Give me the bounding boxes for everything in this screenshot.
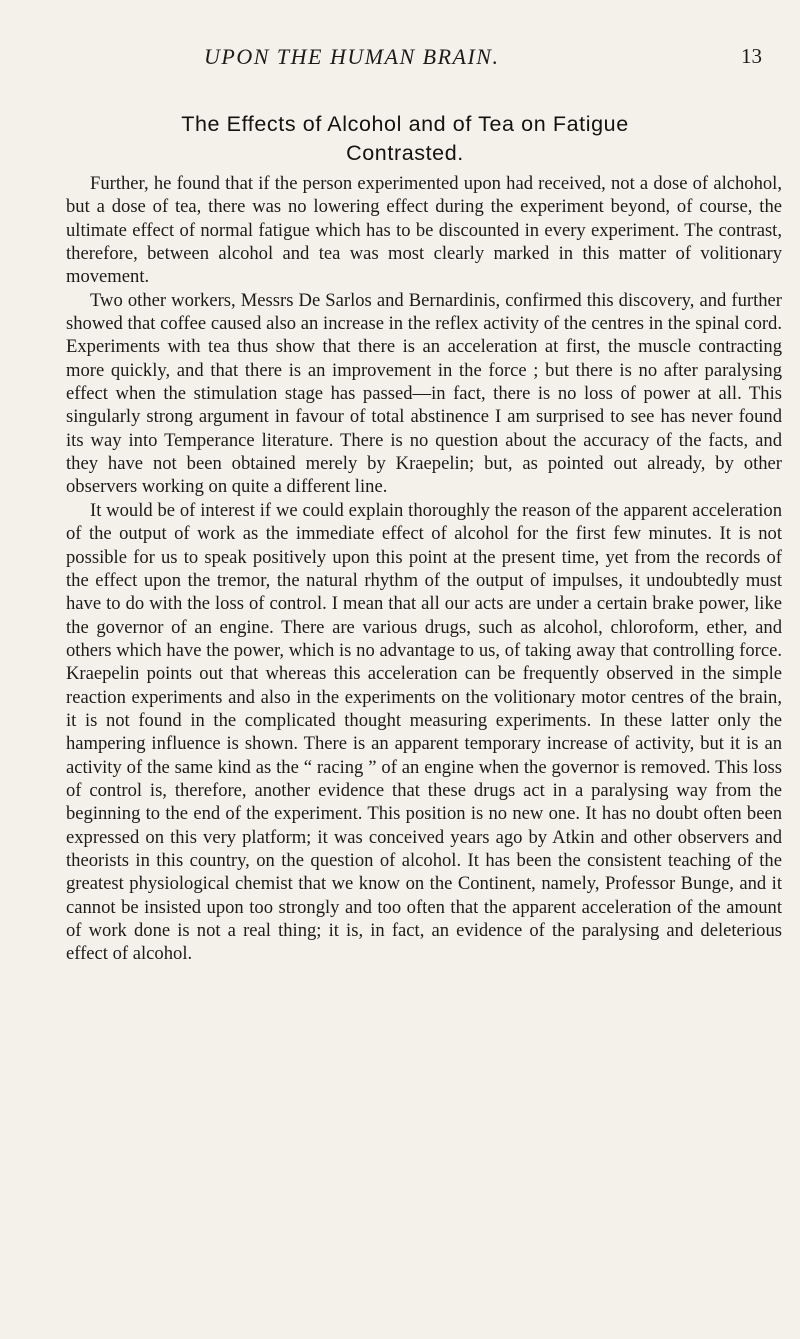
body-text <box>66 172 782 966</box>
section-heading-line-2: Contrasted. <box>346 141 464 165</box>
section-heading-line-1: The Effects of Alcohol and of Tea on Fatigue <box>181 112 629 136</box>
paragraph: Further, he found that if the person experimented upon had received, not a dose of alchohol, but a dose of tea, there was no lowering effect during the experiment beyond, of course, the ultimate effect of normal fatigue which has to be discounted in every experiment. The contrast, therefore, between alcohol and tea was most clearly marked in this matter of volitionary movement. <box>66 173 782 288</box>
running-head <box>62 44 770 74</box>
paragraph: Two other workers, Messrs De Sarlos and Bernardinis, confirmed this discovery, and further showed that coffee caused also an increase in the reflex activity of the centres in the spinal cord. Experiments with tea thus show that there is an acceleration at first, the muscle contracting more quickly, and that there is an improvement in the force ; but there is no after paralysing effect when the stimulation stage has passed—in fact, there is no loss of power at all. This singularly strong argument in favour of total abstinence I am surprised to see has never found its way into Temperance literature. There is no question about the accuracy of the facts, and they have not been obtained merely by Kraepelin; but, as pointed out already, by other observers working on quite a different line. <box>66 289 782 498</box>
running-title: UPON THE HUMAN BRAIN. <box>204 44 500 69</box>
page-number: 13 <box>741 44 762 68</box>
section-heading <box>60 110 750 168</box>
paragraph: It would be of interest if we could explain thoroughly the reason of the apparent acceleration of the output of work as the immediate effect of alcohol for the first few minutes. It is not possible for us to speak positively upon this point at the present time, yet from the records of the effect upon the tremor, the natural rhythm of the output of impulses, it undoubtedly must have to do with the loss of control. I mean that all our acts are under a certain brake power, like the governor of an engine. There are various drugs, such as alcohol, chloroform, ether, and others which have the power, which is no advantage to us, of taking away that controlling force. Kraepelin points out that whereas this acceleration can be frequently observed in the simple reaction experiments and also in the experiments on the volitionary motor centres of the brain, it is not found in the complicated thought measuring experiments. In these latter only the hampering influence is shown. There is an apparent temporary increase of activity, but it is an activity of the same kind as the “ racing ” of an engine when the governor is removed. This loss of control is, therefore, another evidence that these drugs act in a paralysing way from the beginning to the end of the experiment. This position is no new one. It has no doubt often been expressed on this very platform; it was conceived years ago by Atkin and other observers and theorists in this country, on the question of alcohol. It has been the consistent teaching of the greatest physiological chemist that we know on the Continent, namely, Professor Bunge, and it cannot be insisted upon too strongly and too often that the apparent acceleration of the amount of work done is not a real thing; it is, in fact, an evidence of the paralysing and deleterious effect of alcohol. <box>66 499 782 965</box>
